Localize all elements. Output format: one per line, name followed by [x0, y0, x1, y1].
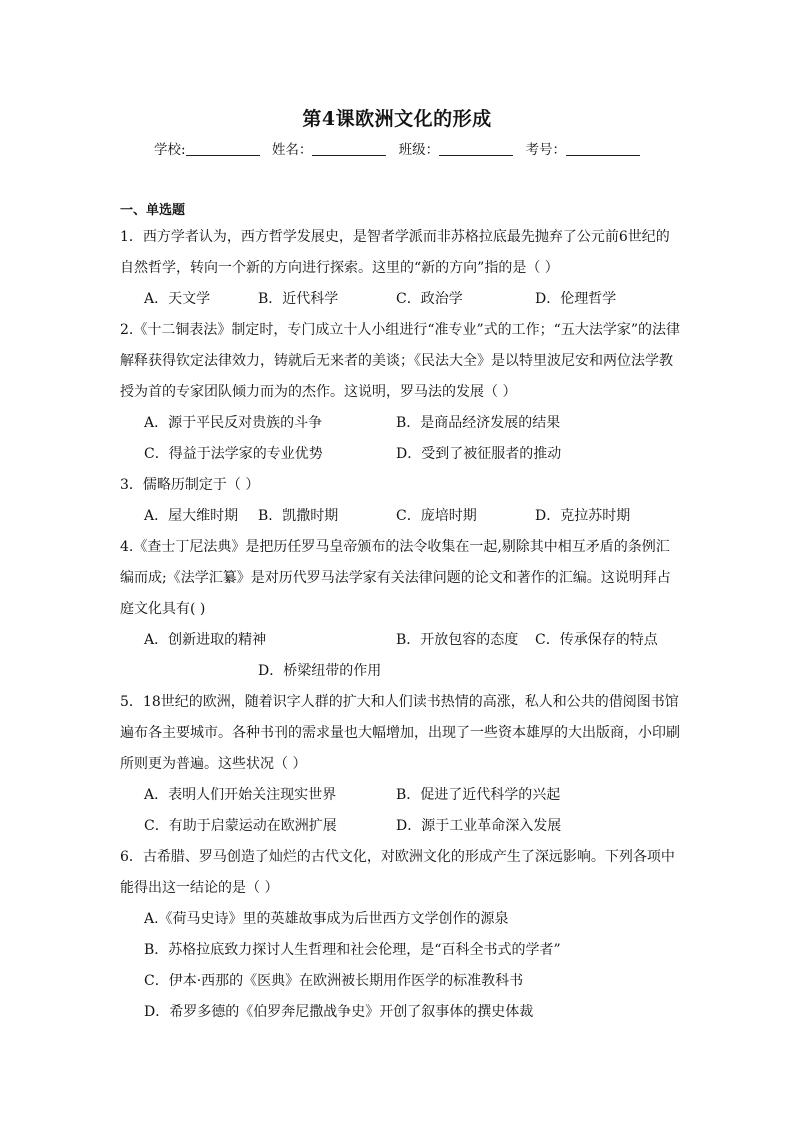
- option-b[interactable]: B．开放包容的态度: [396, 632, 519, 648]
- option-b[interactable]: B．凯撒时期: [258, 508, 339, 524]
- option-a[interactable]: A．源于平民反对贵族的斗争: [144, 415, 323, 431]
- option-b[interactable]: B．近代科学: [258, 291, 339, 307]
- name-blank[interactable]: [312, 141, 386, 156]
- option-c[interactable]: C．政治学: [396, 291, 463, 307]
- option-d[interactable]: D．希罗多德的《伯罗奔尼撒战争史》开创了叙事体的撰史体裁: [144, 1004, 534, 1020]
- options-row: [120, 780, 680, 811]
- options-row: [120, 904, 680, 935]
- options-row: [120, 811, 680, 842]
- option-d[interactable]: D．受到了被征服者的推动: [396, 446, 562, 462]
- option-c[interactable]: C．伊本·西那的《医典》在欧洲被长期用作医学的标准教科书: [144, 973, 524, 989]
- option-a[interactable]: A．创新进取的精神: [144, 632, 267, 648]
- option-c[interactable]: C．有助于启蒙运动在欧洲扩展: [144, 818, 337, 834]
- option-c[interactable]: C．庞培时期: [396, 508, 477, 524]
- option-c[interactable]: C．得益于法学家的专业优势: [144, 446, 323, 462]
- option-c[interactable]: C．传承保存的特点: [535, 632, 658, 648]
- question-text-line: 6．古希腊、罗马创造了灿烂的古代文化，对欧洲文化的形成产生了深远影响。下列各项中: [120, 849, 675, 865]
- question-5: [120, 687, 680, 842]
- question-text-line: 庭文化具有( ): [120, 601, 206, 617]
- option-a[interactable]: A．屋大维时期: [144, 508, 239, 524]
- question-text-line: 2.《十二铜表法》制定时，专门成立十人小组进行“准专业”式的工作；“五大法学家”的法律: [120, 322, 680, 338]
- question-text-line: 遍布各主要城市。各种书刊的需求量也大幅增加，出现了一些资本雄厚的大出版商，小印刷: [120, 725, 680, 741]
- question-text-line: 所则更为普遍。这些状况（ ）: [120, 756, 307, 772]
- question-6: [120, 842, 680, 1028]
- school-label: 学校:: [154, 142, 186, 158]
- page-title: 第4课欧洲文化的形成: [302, 108, 492, 130]
- option-b[interactable]: B．是商品经济发展的结果: [396, 415, 561, 431]
- exam-number-blank[interactable]: [566, 141, 640, 156]
- class-field: [399, 138, 514, 158]
- school-field: [154, 138, 260, 158]
- question-text-line: 1．西方学者认为，西方哲学发展史，是智者学派而非苏格拉底最先抛弃了公元前6世纪的: [120, 229, 670, 245]
- name-label: 姓名：: [271, 142, 313, 158]
- option-a[interactable]: A．天文学: [144, 291, 211, 307]
- question-text-line: 3．儒略历制定于（ ）: [120, 477, 260, 493]
- name-field: [272, 138, 387, 158]
- option-d[interactable]: D．克拉苏时期: [535, 508, 631, 524]
- question-2: [120, 315, 680, 470]
- question-list: [120, 200, 680, 1028]
- options-row: [120, 439, 680, 470]
- class-label: 班级：: [398, 142, 440, 158]
- option-b[interactable]: B．促进了近代科学的兴起: [396, 787, 561, 803]
- exam-number-label: 考号：: [525, 142, 566, 158]
- options-row: [120, 284, 680, 315]
- question-1: [120, 222, 680, 315]
- option-d[interactable]: D．源于工业革命深入发展: [396, 818, 562, 834]
- question-text-line: 编而成;《法学汇纂》是对历代罗马法学家有关法律问题的论文和著作的汇编。这说明拜占: [120, 570, 671, 586]
- student-info-row: [0, 138, 794, 158]
- option-d[interactable]: D．桥梁纽带的作用: [258, 663, 382, 679]
- options-row: [120, 408, 680, 439]
- section-heading: 一、单选题: [120, 203, 186, 218]
- school-blank[interactable]: [186, 141, 260, 156]
- question-text-line: 4.《查士丁尼法典》是把历任罗马皇帝颁布的法令收集在一起,剔除其中相互矛盾的条例汇: [120, 539, 670, 555]
- options-row: [120, 935, 680, 966]
- options-row: [120, 997, 680, 1028]
- question-text-line: 5．18世纪的欧洲，随着识字人群的扩大和人们读书热情的高涨，私人和公共的借阅图书馆: [120, 694, 679, 710]
- question-text-line: 授为首的专家团队倾力而为的杰作。这说明，罗马法的发展（ ）: [120, 384, 517, 400]
- question-3: [120, 470, 680, 532]
- options-row: [120, 656, 680, 687]
- class-blank[interactable]: [439, 141, 513, 156]
- question-text-line: 能得出这一结论的是（ ）: [120, 880, 279, 896]
- option-d[interactable]: D．伦理哲学: [535, 291, 617, 307]
- options-row: [120, 501, 680, 532]
- option-a[interactable]: A．表明人们开始关注现实世界: [144, 787, 337, 803]
- options-row: [120, 625, 680, 656]
- option-b[interactable]: B．苏格拉底致力探讨人生哲理和社会伦理，是“百科全书式的学者”: [144, 942, 561, 958]
- option-a[interactable]: A.《荷马史诗》里的英雄故事成为后世西方文学创作的源泉: [144, 911, 509, 927]
- options-row: [120, 966, 680, 997]
- question-text-line: 自然哲学，转向一个新的方向进行探索。这里的“新的方向”指的是（ ）: [120, 260, 559, 276]
- question-4: [120, 532, 680, 687]
- exam-number-field: [525, 138, 640, 158]
- question-text-line: 解释获得钦定法律效力，铸就后无来者的美谈；《民法大全》是以特里波尼安和两位法学教: [120, 353, 673, 369]
